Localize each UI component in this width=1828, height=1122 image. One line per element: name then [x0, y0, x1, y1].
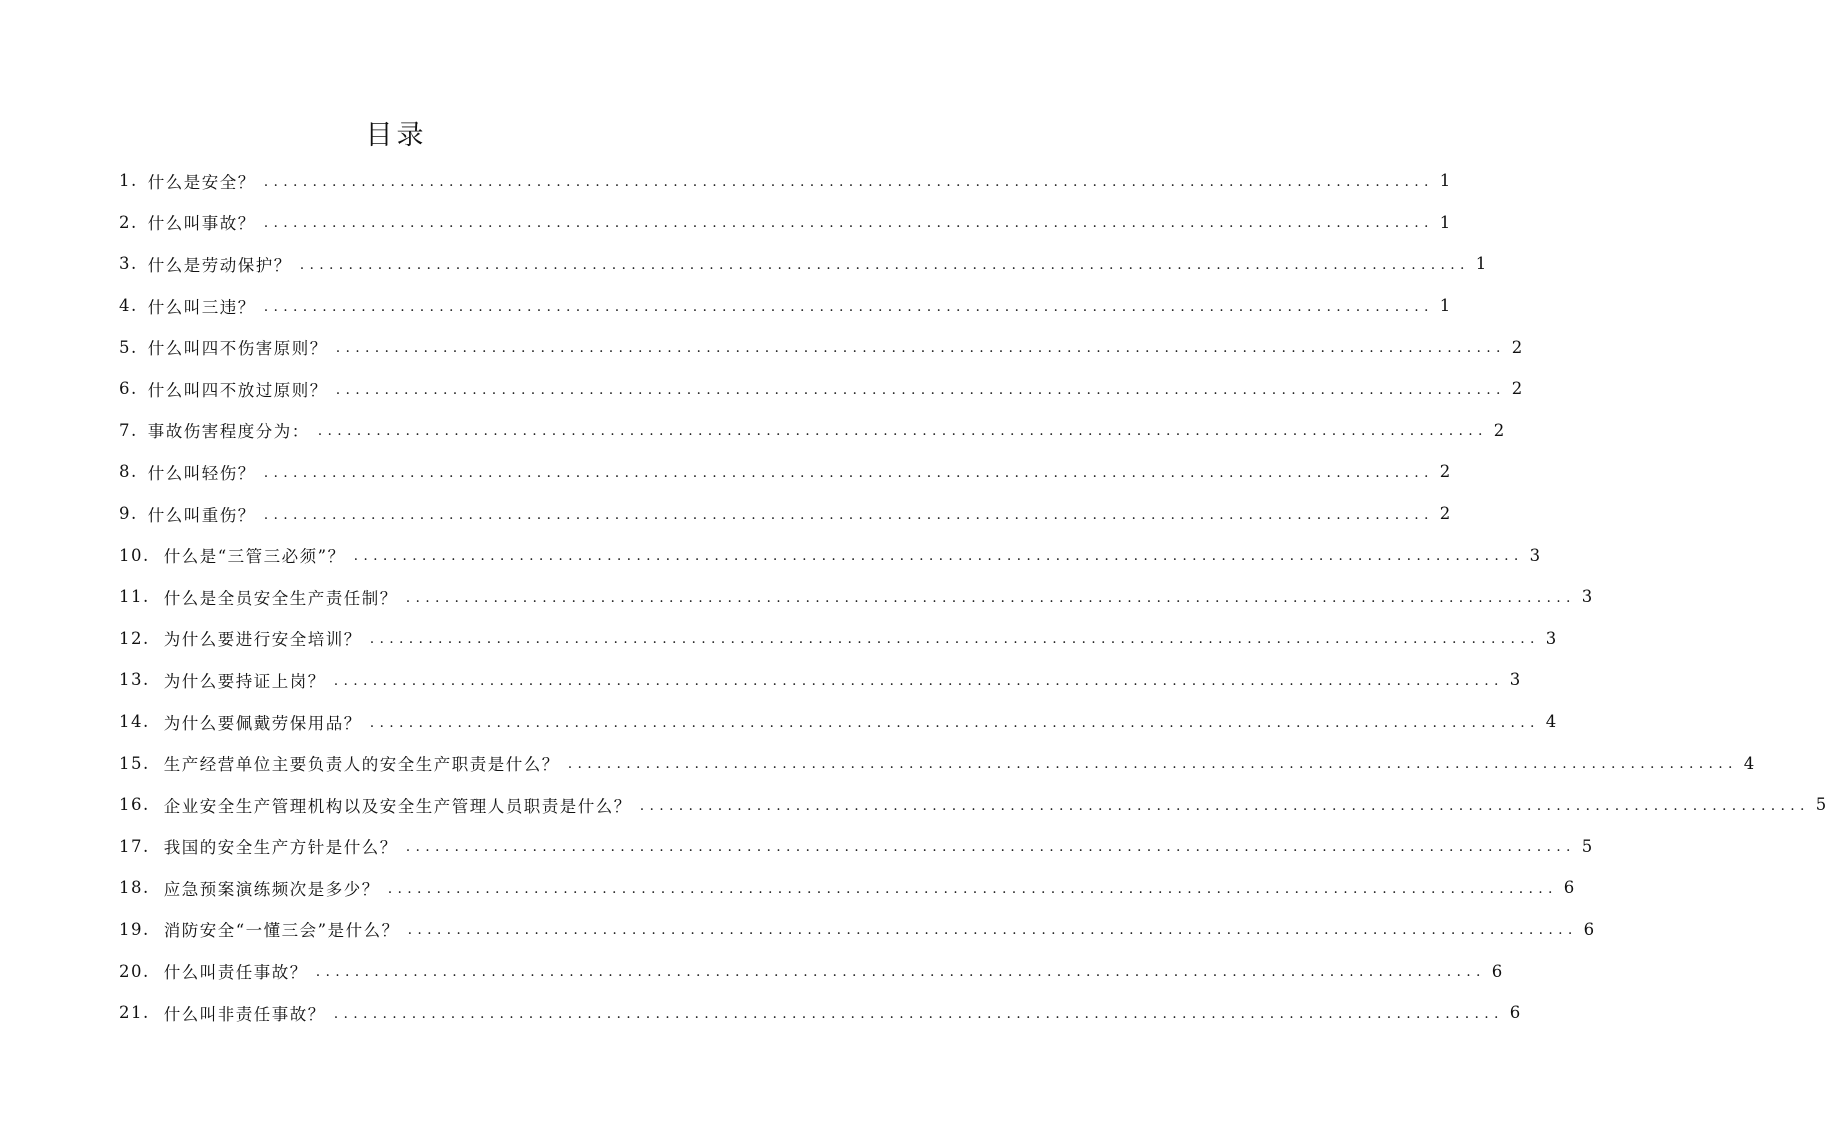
- toc-entry[interactable]: [119, 243, 1488, 285]
- toc-entry-page-number: 1: [1475, 254, 1488, 274]
- toc-entry[interactable]: [119, 285, 1452, 327]
- toc-entry-page-number: 4: [1743, 753, 1756, 773]
- toc-entry-title: 为什么要进行安全培训？: [163, 630, 362, 650]
- toc-entry-title: 企业安全生产管理机构以及安全生产管理人员职责是什么？: [163, 796, 632, 816]
- toc-entry-page-number: 1: [1439, 171, 1452, 191]
- toc-entry-number: 10.: [119, 545, 150, 565]
- toc-dot-leader: ........................................................................................................................: [567, 756, 1738, 773]
- toc-entry-number: 17.: [119, 836, 150, 856]
- toc-entry[interactable]: [119, 950, 1504, 992]
- toc-entry-page-number: 5: [1815, 795, 1828, 815]
- toc-entry-page-number: 3: [1529, 545, 1542, 565]
- toc-entry-title: 事故伤害程度分为：: [147, 422, 310, 442]
- toc-entry-number: 12.: [119, 628, 150, 648]
- toc-entry-number: 9.: [119, 504, 138, 524]
- toc-entry-number: 18.: [119, 878, 150, 898]
- toc-entry[interactable]: [119, 160, 1452, 202]
- toc-dot-leader: ........................................................................................................................: [333, 1005, 1504, 1022]
- toc-entry-page-number: 2: [1511, 379, 1524, 399]
- toc-entry[interactable]: [119, 826, 1594, 868]
- toc-dot-leader: ........................................................................................................................: [405, 589, 1576, 606]
- toc-dot-leader: ........................................................................................................................: [353, 548, 1524, 565]
- toc-entry-page-number: 6: [1563, 878, 1576, 898]
- toc-entry-title: 什么叫轻伤？: [147, 463, 256, 483]
- toc-dot-leader: ........................................................................................................................: [369, 631, 1540, 648]
- toc-entry-title: 为什么要持证上岗？: [163, 671, 326, 691]
- toc-dot-leader: ........................................................................................................................: [315, 964, 1486, 981]
- toc-entry[interactable]: [119, 368, 1524, 410]
- toc-entry-page-number: 1: [1439, 296, 1452, 316]
- toc-entry-page-number: 4: [1545, 712, 1558, 732]
- toc-dot-leader: ........................................................................................................................: [335, 340, 1506, 357]
- toc-entry-title: 什么叫责任事故？: [163, 963, 308, 983]
- toc-dot-leader: ........................................................................................................................: [263, 464, 1434, 481]
- toc-entry[interactable]: [119, 410, 1506, 452]
- toc-entry-number: 11.: [119, 587, 150, 607]
- toc-entry-page-number: 6: [1491, 961, 1504, 981]
- toc-entry-page-number: 1: [1439, 212, 1452, 232]
- toc-entry-page-number: 2: [1439, 504, 1452, 524]
- toc-entry[interactable]: [119, 326, 1524, 368]
- toc-entry[interactable]: [119, 784, 1828, 826]
- toc-entry-number: 5.: [119, 337, 138, 357]
- toc-dot-leader: ........................................................................................................................: [405, 839, 1576, 856]
- toc-entry-number: 3.: [119, 254, 138, 274]
- toc-entry-number: 7.: [119, 420, 138, 440]
- toc-entry-number: 6.: [119, 379, 138, 399]
- toc-entry-page-number: 3: [1545, 628, 1558, 648]
- toc-entry[interactable]: [119, 618, 1558, 660]
- toc-entry-number: 21.: [119, 1003, 150, 1023]
- toc-entry-title: 生产经营单位主要负责人的安全生产职责是什么？: [163, 755, 560, 775]
- toc-entry-title: 什么叫四不伤害原则？: [147, 339, 328, 359]
- toc-dot-leader: ........................................................................................................................: [333, 672, 1504, 689]
- toc-entry-page-number: 6: [1583, 919, 1596, 939]
- toc-dot-leader: ........................................................................................................................: [387, 880, 1558, 897]
- toc-entry-number: 15.: [119, 753, 150, 773]
- toc-list: [119, 160, 1828, 1033]
- toc-entry[interactable]: [119, 909, 1596, 951]
- toc-entry-title: 什么是“三管三必须”？: [163, 547, 346, 567]
- toc-dot-leader: ........................................................................................................................: [335, 381, 1506, 398]
- toc-title: 目录: [365, 120, 428, 151]
- toc-entry-title: 为什么要佩戴劳保用品？: [163, 713, 362, 733]
- toc-entry-page-number: 5: [1581, 836, 1594, 856]
- toc-entry-title: 什么叫非责任事故？: [163, 1004, 326, 1024]
- toc-entry[interactable]: [119, 659, 1522, 701]
- toc-dot-leader: ........................................................................................................................: [369, 714, 1540, 731]
- toc-entry-page-number: 2: [1493, 420, 1506, 440]
- toc-entry-number: 2.: [119, 212, 138, 232]
- toc-entry-title: 我国的安全生产方针是什么？: [163, 838, 398, 858]
- toc-entry[interactable]: [119, 701, 1558, 743]
- toc-dot-leader: ........................................................................................................................: [263, 215, 1434, 232]
- toc-entry-number: 19.: [119, 919, 150, 939]
- toc-entry[interactable]: [119, 493, 1452, 535]
- toc-entry-title: 应急预案演练频次是多少？: [163, 879, 380, 899]
- toc-dot-leader: ........................................................................................................................: [263, 173, 1434, 190]
- toc-entry-number: 4.: [119, 296, 138, 316]
- toc-dot-leader: ........................................................................................................................: [299, 256, 1470, 273]
- toc-entry-page-number: 3: [1509, 670, 1522, 690]
- toc-entry-title: 什么叫重伤？: [147, 505, 256, 525]
- toc-entry-title: 什么叫三违？: [147, 297, 256, 317]
- toc-entry-title: 消防安全“一懂三会”是什么？: [163, 921, 400, 941]
- toc-entry-number: 8.: [119, 462, 138, 482]
- toc-entry[interactable]: [119, 992, 1522, 1034]
- toc-entry-page-number: 6: [1509, 1003, 1522, 1023]
- toc-entry[interactable]: [119, 451, 1452, 493]
- toc-entry[interactable]: [119, 742, 1756, 784]
- toc-entry-number: 14.: [119, 712, 150, 732]
- toc-entry[interactable]: [119, 576, 1594, 618]
- toc-dot-leader: ........................................................................................................................: [317, 423, 1488, 440]
- toc-entry-title: 什么是劳动保护？: [147, 255, 292, 275]
- toc-dot-leader: ........................................................................................................................: [639, 797, 1810, 814]
- toc-entry[interactable]: [119, 202, 1452, 244]
- toc-entry-page-number: 2: [1511, 337, 1524, 357]
- toc-entry-title: 什么是全员安全生产责任制？: [163, 588, 398, 608]
- toc-entry-page-number: 2: [1439, 462, 1452, 482]
- toc-entry-title: 什么叫事故？: [147, 214, 256, 234]
- toc-entry-number: 20.: [119, 961, 150, 981]
- toc-dot-leader: ........................................................................................................................: [263, 298, 1434, 315]
- toc-entry[interactable]: [119, 867, 1576, 909]
- toc-dot-leader: ........................................................................................................................: [263, 506, 1434, 523]
- toc-entry-number: 16.: [119, 795, 150, 815]
- toc-entry-number: 13.: [119, 670, 150, 690]
- toc-entry[interactable]: [119, 534, 1542, 576]
- toc-entry-number: 1.: [119, 171, 138, 191]
- toc-dot-leader: ........................................................................................................................: [407, 922, 1578, 939]
- toc-entry-page-number: 3: [1581, 587, 1594, 607]
- toc-entry-title: 什么叫四不放过原则？: [147, 380, 328, 400]
- toc-entry-title: 什么是安全？: [147, 172, 256, 192]
